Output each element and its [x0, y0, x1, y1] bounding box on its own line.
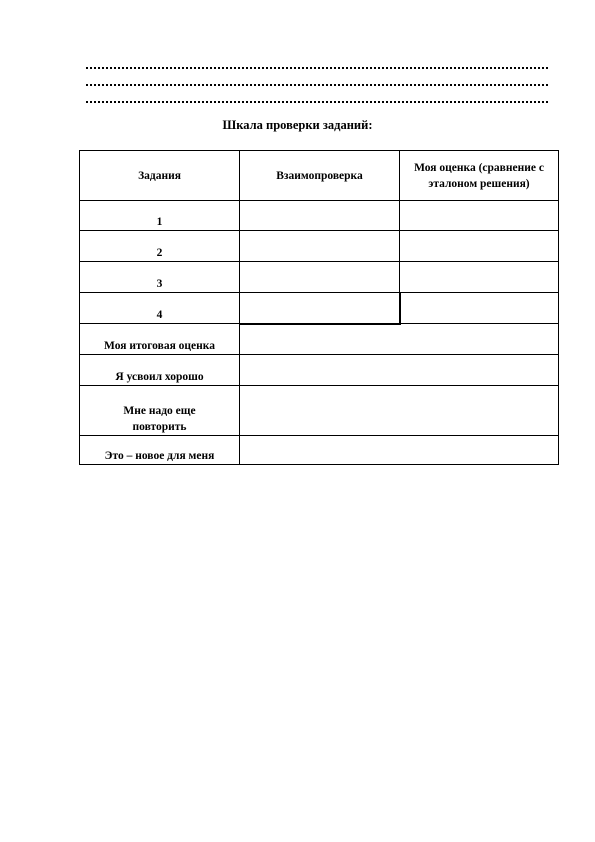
summary-row — [80, 324, 559, 355]
header-row — [80, 151, 559, 201]
dotted-line-1 — [86, 67, 548, 69]
peer-check-cell[interactable] — [240, 262, 400, 293]
summary-label-new-for-me: Это – новое для меня — [80, 436, 240, 465]
summary-value-learned-well[interactable] — [240, 355, 559, 386]
page-title: Шкала проверки заданий: — [222, 118, 373, 132]
self-assessment-cell[interactable] — [400, 293, 559, 324]
self-assessment-cell[interactable] — [400, 231, 559, 262]
summary-label-learned-well: Я усвоил хорошо — [80, 355, 240, 386]
summary-row — [80, 386, 559, 436]
column-header-self-assessment: Моя оценка (сравнение с эталоном решения) — [400, 151, 559, 201]
summary-value-final-grade[interactable] — [240, 324, 559, 355]
assessment-table — [79, 150, 559, 465]
task-row — [80, 201, 559, 231]
task-number: 2 — [80, 231, 240, 262]
summary-label-final-grade: Моя итоговая оценка — [80, 324, 240, 355]
task-row — [80, 262, 559, 293]
self-assessment-cell[interactable] — [400, 262, 559, 293]
summary-row — [80, 355, 559, 386]
task-row — [80, 231, 559, 262]
peer-check-cell[interactable] — [240, 201, 400, 231]
summary-row — [80, 436, 559, 465]
column-header-tasks: Задания — [80, 151, 240, 201]
summary-value-new-for-me[interactable] — [240, 436, 559, 465]
peer-check-cell[interactable] — [240, 293, 400, 324]
task-number: 1 — [80, 201, 240, 231]
self-assessment-cell[interactable] — [400, 201, 559, 231]
column-header-peer-check: Взаимопроверка — [240, 151, 400, 201]
task-number: 4 — [80, 293, 240, 324]
summary-value-need-review[interactable] — [240, 386, 559, 436]
task-row — [80, 293, 559, 324]
dotted-line-3 — [86, 101, 548, 103]
dotted-line-2 — [86, 84, 548, 86]
task-number: 3 — [80, 262, 240, 293]
peer-check-cell[interactable] — [240, 231, 400, 262]
summary-label-need-review: Мне надо еще повторить — [80, 386, 240, 436]
